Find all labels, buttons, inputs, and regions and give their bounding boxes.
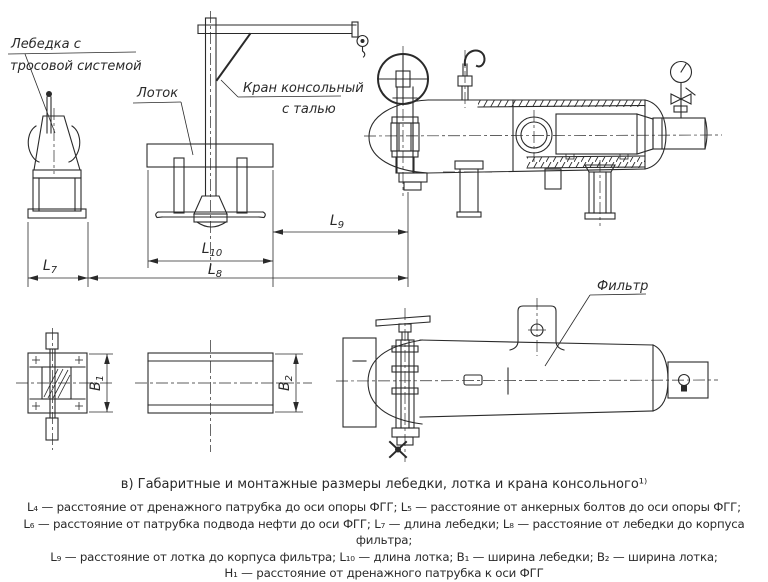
dimension-l9 — [273, 213, 408, 235]
tray-side-view — [147, 144, 273, 227]
tray-label: Лоток — [137, 86, 179, 101]
svg-text:L8: $L_8$ — [207, 262, 223, 280]
legend-line-4: H₁ — расстояние от дренажного патрубка к оси ФГГ — [224, 566, 544, 580]
winch-side-view — [28, 91, 86, 218]
tray-top-view — [135, 340, 312, 452]
lifting-lug — [510, 298, 564, 356]
winch-callout — [8, 37, 142, 133]
tray-leader-line — [181, 102, 193, 155]
dimension-legend — [0, 499, 768, 582]
filter-valve — [376, 308, 430, 462]
svg-text:L10: $L_{10}$ — [201, 241, 223, 259]
figure-caption: в) Габаритные и монтажные размеры лебедки, лотка и крана консольного¹⁾ — [120, 477, 648, 492]
legend-line-1: L₄ — расстояние от дренажного патрубка до оси опоры ФГГ; L₅ — расстояние от анкерных болтов до оси опоры ФГГ; — [27, 500, 741, 514]
filter-label: Фильтр — [597, 279, 649, 294]
winch-label-line2: тросовой системой — [10, 59, 142, 74]
legend-line-2: L₆ — расстояние от патрубка подвода нефти до оси ФГГ; L₇ — длина лебедки; L₈ — расстояние от лебедки до корпуса фильтра; — [23, 516, 745, 547]
lifting-hook — [458, 50, 484, 108]
winch-label-line1: Лебедка с — [11, 37, 81, 52]
svg-text:L7: $L_7$ — [42, 258, 58, 276]
pressure-gauge — [671, 62, 696, 119]
dimension-l8 — [88, 262, 408, 281]
filter-side-view — [336, 298, 718, 462]
crane-label-line1: Кран консольный — [243, 81, 364, 96]
crane-leader-line — [221, 80, 238, 97]
svg-text:B2: $B_2$ — [277, 375, 295, 391]
separator-vessel-side-view — [364, 46, 722, 226]
crane-label-line2: с талью — [282, 102, 336, 117]
tray-callout — [133, 86, 193, 155]
dimension-l7 — [28, 258, 88, 281]
filter-callout — [545, 279, 648, 366]
drain-nozzle — [443, 161, 492, 217]
svg-text:B1: $B_1$ — [88, 375, 106, 391]
legend-line-3: L₉ — расстояние от лотка до корпуса фильтра; L₁₀ — длина лотка; B₁ — ширина лебедки; B₂ — ширина лотка; — [50, 549, 718, 564]
svg-text:L9: $L_9$ — [329, 213, 345, 231]
crane-callout — [221, 80, 364, 117]
